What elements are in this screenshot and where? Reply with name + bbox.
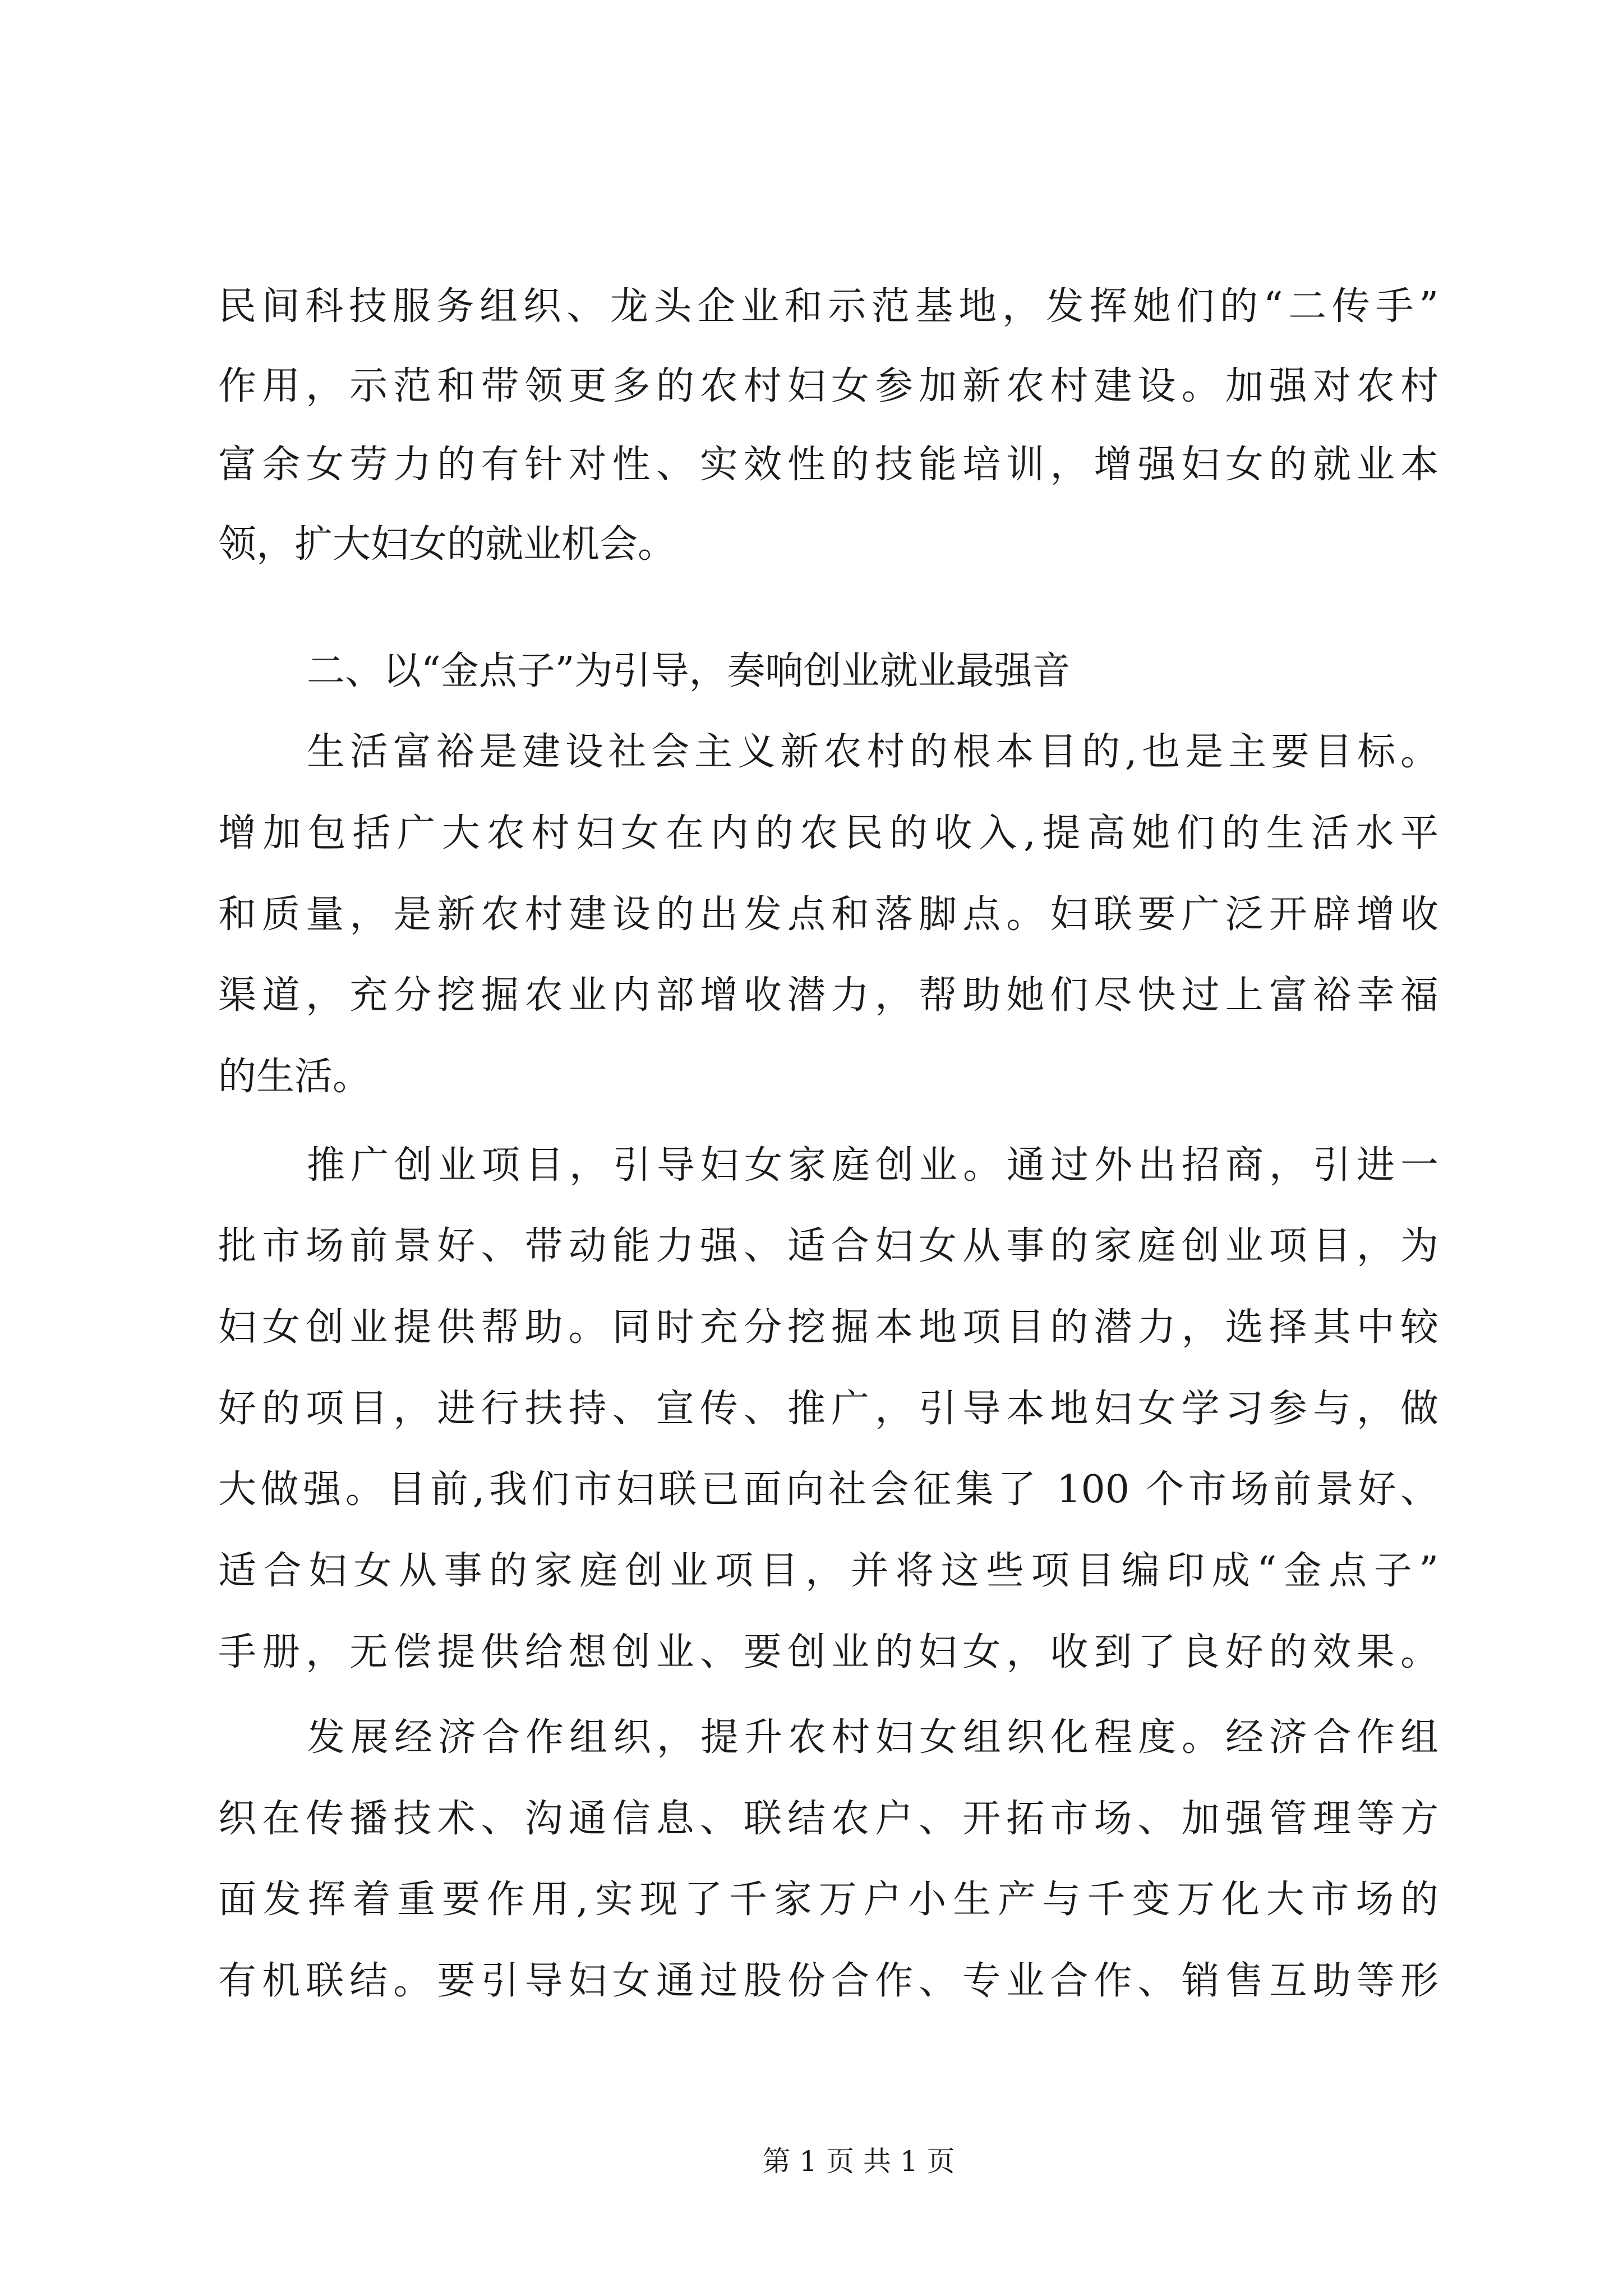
- text-line: 妇女创业提供帮助。同时充分挖掘本地项目的潜力，选择其中较: [218, 1305, 1438, 1350]
- text-line: 大做强。目前,我们市妇联已面向社会征集了 100 个市场前景好、: [218, 1467, 1438, 1512]
- text-line: 生活富裕是建设社会主义新农村的根本目的,也是主要目标。: [307, 730, 1438, 774]
- text-line: 和质量，是新农村建设的出发点和落脚点。妇联要广泛开辟增收: [218, 892, 1438, 937]
- text-line: 好的项目，进行扶持、宣传、推广，引导本地妇女学习参与，做: [218, 1387, 1438, 1431]
- text-line: 渠道，充分挖掘农业内部增收潜力，帮助她们尽快过上富裕幸福: [218, 973, 1438, 1018]
- text-line: 领，扩大妇女的就业机会。: [218, 522, 676, 567]
- page-number-footer: 第 1 页 共 1 页: [762, 2145, 955, 2178]
- text-line: 发展经济合作组织，提升农村妇女组织化程度。经济合作组: [307, 1715, 1438, 1760]
- text-line: 面发挥着重要作用,实现了千家万户小生产与千变万化大市场的: [218, 1878, 1438, 1922]
- text-line: 适合妇女从事的家庭创业项目，并将这些项目编印成“金点子”: [218, 1549, 1438, 1593]
- text-line: 民间科技服务组织、龙头企业和示范基地，发挥她们的“二传手”: [218, 284, 1438, 329]
- section-heading: 二、以“金点子”为引导，奏响创业就业最强音: [307, 649, 1071, 693]
- text-line: 织在传播技术、沟通信息、联结农户、开拓市场、加强管理等方: [218, 1797, 1438, 1841]
- text-line: 增加包括广大农村妇女在内的农民的收入,提高她们的生活水平: [218, 811, 1438, 855]
- text-line: 批市场前景好、带动能力强、适合妇女从事的家庭创业项目，为: [218, 1224, 1438, 1268]
- text-line: 的生活。: [218, 1055, 371, 1099]
- text-line: 推广创业项目，引导妇女家庭创业。通过外出招商，引进一: [307, 1143, 1438, 1188]
- text-line: 富余女劳力的有针对性、实效性的技能培训，增强妇女的就业本: [218, 443, 1438, 487]
- text-line: 手册，无偿提供给想创业、要创业的妇女，收到了良好的效果。: [218, 1630, 1438, 1674]
- text-line: 有机联结。要引导妇女通过股份合作、专业合作、销售互助等形: [218, 1959, 1438, 2003]
- text-line: 作用，示范和带领更多的农村妇女参加新农村建设。加强对农村: [218, 364, 1438, 408]
